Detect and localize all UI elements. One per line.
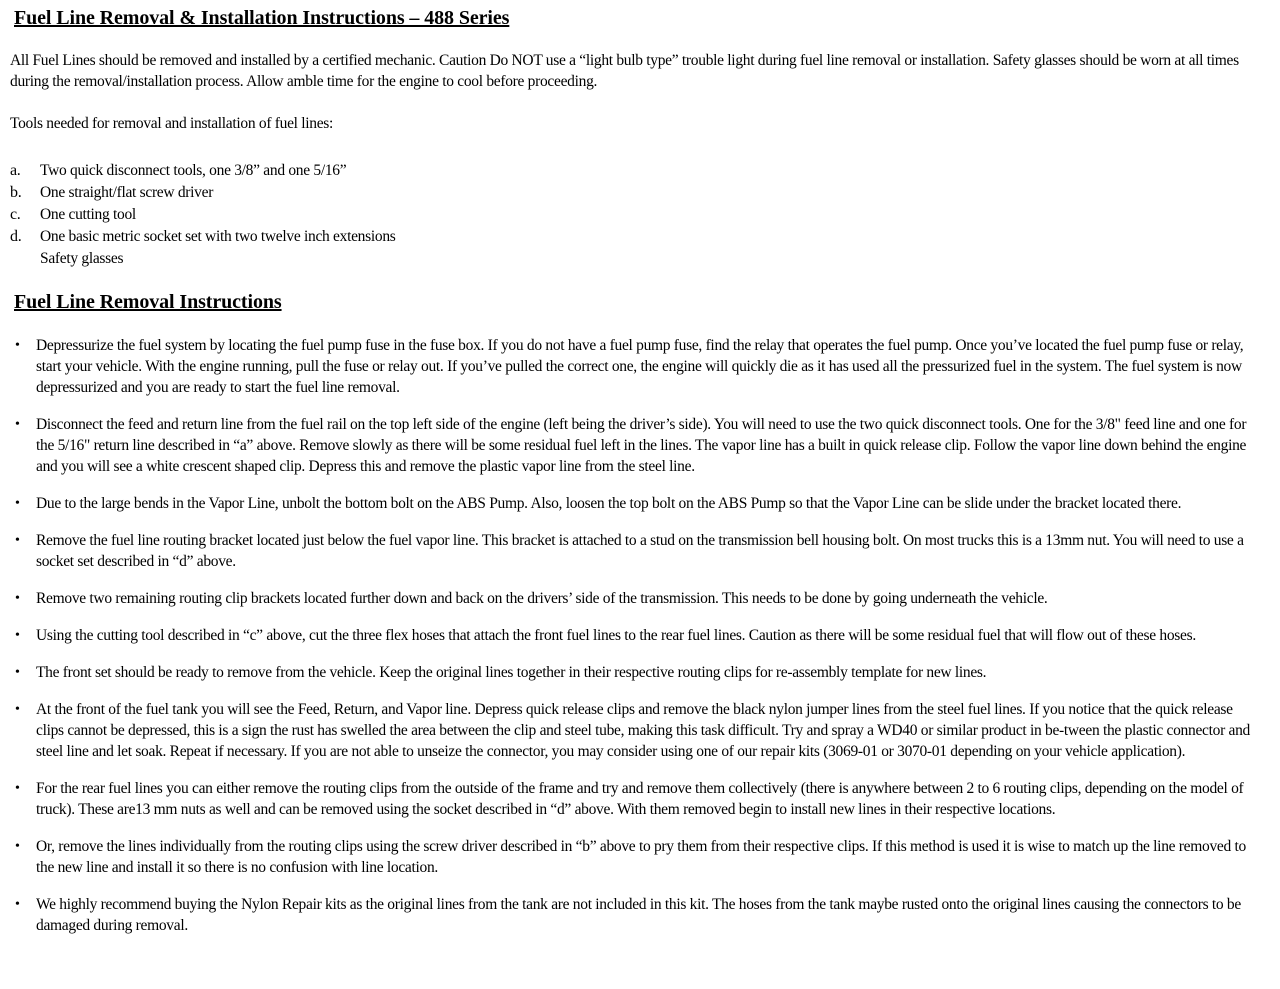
tool-item bbox=[10, 160, 1264, 182]
bullet-icon: • bbox=[15, 781, 20, 796]
instruction-text: Remove the fuel line routing bracket located just below the fuel vapor line. This bracket is attached to a stud on the transmission bell housing bolt. On most trucks this is a 13mm nut. You will need to use a socket set described in “d” above. bbox=[36, 532, 1244, 570]
tool-text: One basic metric socket set with two twelve inch extensions bbox=[40, 228, 396, 245]
tool-text: One cutting tool bbox=[40, 206, 136, 223]
bullet-icon: • bbox=[15, 702, 20, 717]
tool-letter: c. bbox=[10, 206, 21, 223]
section-heading: Fuel Line Removal Instructions bbox=[14, 291, 282, 313]
bullet-icon: • bbox=[15, 665, 20, 680]
instruction-text: At the front of the fuel tank you will see the Feed, Return, and Vapor line. Depress quick release clips and remove the black nylon jumper lines from the steel fuel lines. If you notice that the quick release clips cannot be depressed, this is a sign the rust has swelled the area between the clip and steel tube, making this task difficult. Try and spray a WD40 or similar product in be-tween the plastic connector and steel line and let soak. Repeat if necessary. If you are not able to unseize the connector, you may consider using one of our repair kits (3069-01 or 3070-01 depending on your vehicle application). bbox=[36, 701, 1250, 760]
tool-item bbox=[10, 204, 1264, 226]
instruction-item bbox=[10, 778, 1264, 820]
instruction-item bbox=[10, 414, 1264, 477]
instruction-item bbox=[10, 836, 1264, 878]
tool-item bbox=[10, 248, 1264, 270]
page-title: Fuel Line Removal & Installation Instructions – 488 Series bbox=[14, 7, 510, 29]
tools-list bbox=[10, 160, 1264, 270]
instruction-text: Or, remove the lines individually from the routing clips using the screw driver described in “b” above to pry them from their respective clips. If this method is used it is wise to match up the line removed to the new line and install it so there is no confusion with line location. bbox=[36, 838, 1246, 876]
instruction-item bbox=[10, 662, 1264, 683]
instruction-text: Due to the large bends in the Vapor Line, unbolt the bottom bolt on the ABS Pump. Also, loosen the top bolt on the ABS Pump so that the Vapor Line can be slide under the bracket located there. bbox=[36, 495, 1182, 512]
bullet-icon: • bbox=[15, 628, 20, 643]
instruction-item bbox=[10, 699, 1264, 762]
instruction-item bbox=[10, 588, 1264, 609]
tool-text: One straight/flat screw driver bbox=[40, 184, 214, 201]
instruction-item bbox=[10, 894, 1264, 936]
instruction-text: Disconnect the feed and return line from the fuel rail on the top left side of the engine (left being the driver’s side). You will need to use the two quick disconnect tools. One for the 3/8" feed line and one for the 5/16" return line described in “a” above. Remove slowly as there will be some residual fuel left in the lines. The vapor line has a built in quick release clip. Follow the vapor line down behind the engine and you will see a white crescent shaped clip. Depress this and remove the plastic vapor line from the steel line. bbox=[36, 416, 1247, 475]
bullet-icon: • bbox=[15, 591, 20, 606]
bullet-icon: • bbox=[15, 338, 20, 353]
instruction-text: Depressurize the fuel system by locating the fuel pump fuse in the fuse box. If you do not have a fuel pump fuse, find the relay that operates the fuel pump. Once you’ve located the fuel pump fuse or relay, start your vehicle. With the engine running, pull the fuse or relay out. If you’ve pulled the correct one, the engine will quickly die as it has used all the pressurized fuel in the system. The fuel system is now depressurized and you are ready to start the fuel line removal. bbox=[36, 337, 1244, 396]
tool-item bbox=[10, 226, 1264, 248]
instruction-text: Using the cutting tool described in “c” above, cut the three flex hoses that attach the front fuel lines to the rear fuel lines. Caution as there will be some residual fuel that will flow out of these hoses. bbox=[36, 627, 1196, 644]
instruction-item bbox=[10, 335, 1264, 398]
instructions-list bbox=[10, 335, 1264, 936]
instruction-text: We highly recommend buying the Nylon Repair kits as the original lines from the tank are not included in this kit. The hoses from the tank maybe rusted onto the original lines causing the connectors to be damaged during removal. bbox=[36, 896, 1241, 934]
tool-letter bbox=[10, 248, 40, 270]
bullet-icon: • bbox=[15, 533, 20, 548]
tool-text: Safety glasses bbox=[40, 250, 124, 267]
instruction-text: For the rear fuel lines you can either remove the routing clips from the outside of the frame and try and remove them collectively (there is anywhere between 2 to 6 routing clips, depending on the model of truck). These are13 mm nuts as well and can be removed using the socket described in “d” above. With them removed begin to install new lines in their respective locations. bbox=[36, 780, 1244, 818]
instruction-text: The front set should be ready to remove from the vehicle. Keep the original lines together in their respective routing clips for re-assembly template for new lines. bbox=[36, 664, 987, 681]
bullet-icon: • bbox=[15, 417, 20, 432]
instruction-item bbox=[10, 530, 1264, 572]
tool-letter: a. bbox=[10, 162, 21, 179]
bullet-icon: • bbox=[15, 496, 20, 511]
instruction-text: Remove two remaining routing clip brackets located further down and back on the drivers’ side of the transmission. This needs to be done by going underneath the vehicle. bbox=[36, 590, 1048, 607]
tools-intro-paragraph: Tools needed for removal and installation of fuel lines: bbox=[10, 115, 334, 132]
tool-letter: d. bbox=[10, 228, 22, 245]
bullet-icon: • bbox=[15, 839, 20, 854]
tool-text: Two quick disconnect tools, one 3/8” and one 5/16” bbox=[40, 162, 347, 179]
intro-paragraph: All Fuel Lines should be removed and installed by a certified mechanic. Caution Do NOT use a “light bulb type” trouble light during fuel line removal or installation. Safety glasses should be worn at all times during the removal/installation process. Allow amble time for the engine to cool before proceeding. bbox=[10, 52, 1239, 90]
tool-item bbox=[10, 182, 1264, 204]
instruction-item bbox=[10, 493, 1264, 514]
bullet-icon: • bbox=[15, 897, 20, 912]
tool-letter: b. bbox=[10, 184, 22, 201]
instruction-item bbox=[10, 625, 1264, 646]
